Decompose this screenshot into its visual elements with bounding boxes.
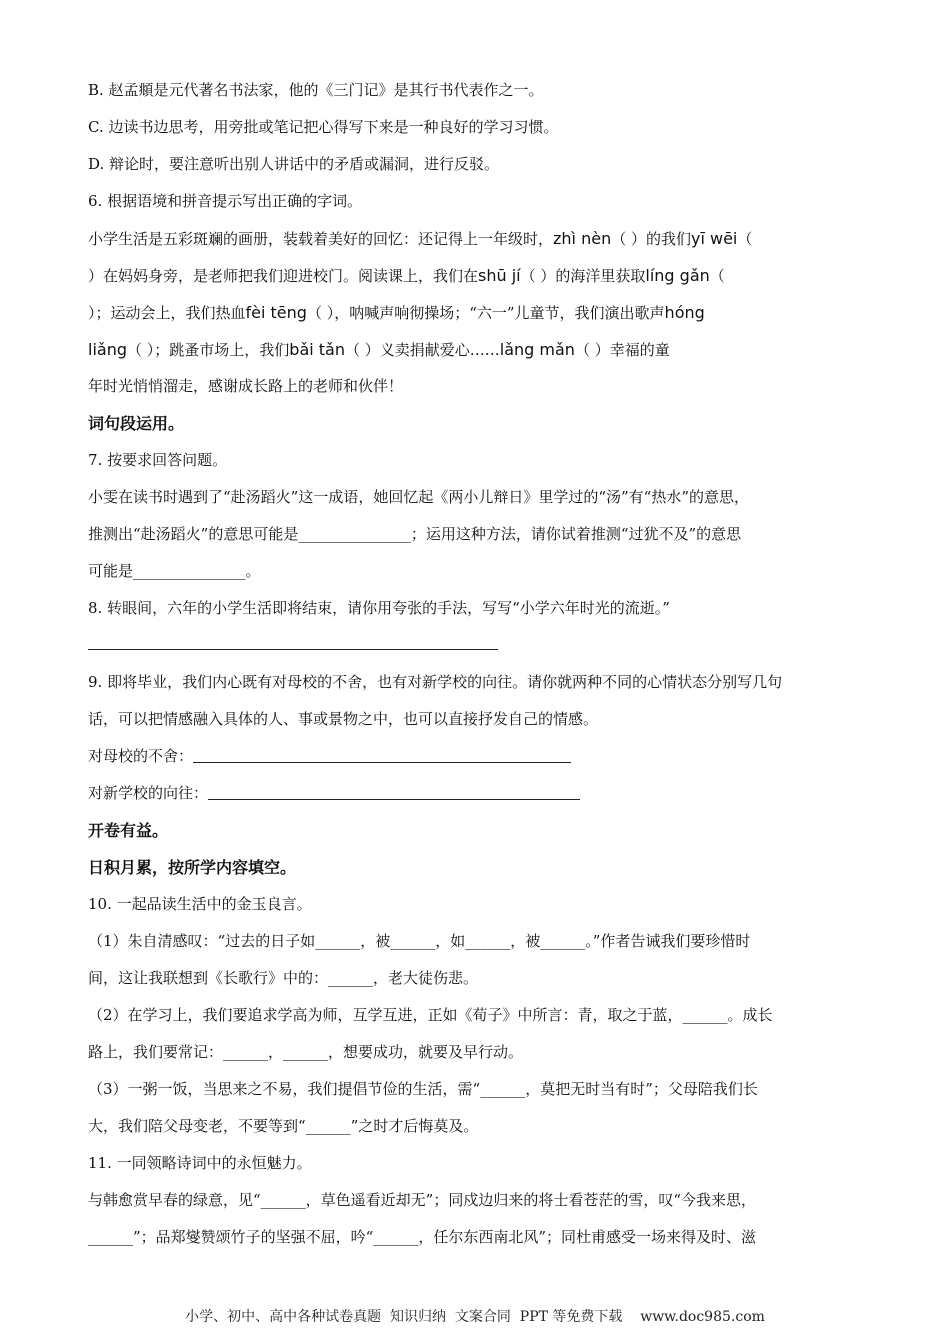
question-11-title: 11. 一同领略诗词中的永恒魅力。	[88, 1154, 312, 1172]
question-6-line-1	[88, 220, 870, 257]
question-6-line-5: 年时光悄悄溜走，感谢成长路上的老师和伙伴！	[88, 377, 404, 395]
question-6-line-2	[88, 257, 870, 294]
section-heading-reading: 开卷有益。	[88, 821, 169, 840]
question-10-3b: 大，我们陪父母变老，不要等到“______”之时才后悔莫及。	[88, 1117, 479, 1135]
pinyin: yī wēi	[691, 229, 738, 248]
text: （ ）的我们	[611, 230, 691, 248]
page-footer: 小学、初中、高中各种试卷真题 知识归纳 文案合同 PPT 等免费下载 www.doc985.com	[185, 1309, 765, 1325]
pinyin: hóng	[664, 303, 705, 322]
text: （ ）；跳蚤市场上，我们	[127, 341, 290, 359]
pinyin: lǎng mǎn	[499, 340, 575, 359]
question-11-line-2: ______”；品郑燮赞颂竹子的坚强不屈，吟“______，任尔东西南北风”；同杜甫感受一场来得及时、滋	[88, 1228, 757, 1246]
pinyin: shū jí	[478, 266, 521, 285]
question-9-answer-b	[88, 775, 870, 812]
question-7-title: 7. 按要求回答问题。	[88, 451, 228, 469]
text: ）在妈妈身旁，是老师把我们迎进校门。阅读课上，我们在	[88, 267, 479, 285]
question-9-line-2: 话，可以把情感融入具体的人、事或景物之中，也可以直接抒发自己的情感。	[88, 710, 599, 728]
question-8-title: 8. 转眼间，六年的小学生活即将结束，请你用夸张的手法，写写“小学六年时光的流逝。”	[88, 599, 670, 617]
text: （ ）义卖捐献爱心……	[345, 341, 500, 359]
answer-label: 对母校的不舍：	[88, 747, 194, 765]
question-10-1a: （1）朱自清感叹：“过去的日子如______，被______，如______，被______。”作者告诫我们要珍惜时	[88, 932, 751, 950]
question-10-2a: （2）在学习上，我们要追求学高为师，互学互进，正如《荀子》中所言：青，取之于蓝，______。成长	[88, 1006, 773, 1024]
text: ）；运动会上，我们热血	[88, 304, 246, 322]
question-11-line-1: 与韩愈赏早春的绿意，见“______，草色遥看近却无”；同戍边归来的将士看苍茫的雪，叹“今我来思，	[88, 1191, 757, 1209]
question-6-line-4	[88, 331, 870, 368]
option-d: D. 辩论时，要注意听出别人讲话中的矛盾或漏洞，进行反驳。	[88, 155, 500, 173]
answer-blank[interactable]	[193, 748, 571, 763]
pinyin: fèi tēng	[245, 303, 307, 322]
question-7-line-3: 可能是_______________。	[88, 562, 261, 580]
pinyin: líng gǎn	[645, 266, 710, 285]
text: （ ）幸福的童	[574, 341, 670, 359]
question-7-line-2: 推测出“赴汤蹈火”的意思可能是_______________；运用这种方法，请你试着推测“过犹不及”的意思	[88, 525, 742, 543]
section-heading-usage: 词句段运用。	[88, 414, 185, 433]
question-7-line-1: 小雯在读书时遇到了“赴汤蹈火”这一成语，她回忆起《两小儿辩日》里学过的“汤”有“热水”的意思，	[88, 488, 750, 506]
document-page	[88, 72, 870, 1256]
question-10-2b: 路上，我们要常记：______，______，想要成功，就要及早行动。	[88, 1043, 524, 1061]
pinyin: bǎi tǎn	[289, 340, 345, 359]
question-6-line-3	[88, 294, 870, 331]
pinyin: zhì nèn	[553, 229, 612, 248]
answer-line[interactable]	[88, 627, 870, 664]
text: （ ）的海洋里获取	[520, 267, 646, 285]
option-b: B. 赵孟頫是元代著名书法家，他的《三门记》是其行书代表作之一。	[88, 81, 544, 99]
question-10-title: 10. 一起品读生活中的金玉良言。	[88, 895, 312, 913]
question-9-line-1: 9. 即将毕业，我们内心既有对母校的不舍，也有对新学校的向往。请你就两种不同的心情状态分别写几句	[88, 673, 783, 691]
section-heading-fill: 日积月累，按所学内容填空。	[88, 858, 297, 877]
text: （ ），呐喊声响彻操场；“六一”儿童节，我们演出歌声	[306, 304, 665, 322]
text: （	[709, 267, 725, 285]
answer-label: 对新学校的向往：	[88, 784, 209, 802]
pinyin: liǎng	[88, 340, 127, 359]
question-10-3a: （3）一粥一饭，当思来之不易，我们提倡节俭的生活，需“______，莫把无时当有时”；父母陪我们长	[88, 1080, 758, 1098]
text: 小学生活是五彩斑斓的画册，装载着美好的回忆：还记得上一年级时，	[88, 230, 554, 248]
question-6-title: 6. 根据语境和拼音提示写出正确的字词。	[88, 192, 363, 210]
question-9-answer-a	[88, 738, 870, 775]
text: （	[737, 230, 753, 248]
question-10-1b: 间，这让我联想到《长歌行》中的：______，老大徒伤悲。	[88, 969, 479, 987]
option-c: C. 边读书边思考，用旁批或笔记把心得写下来是一种良好的学习习惯。	[88, 118, 559, 136]
answer-blank[interactable]	[208, 785, 580, 800]
